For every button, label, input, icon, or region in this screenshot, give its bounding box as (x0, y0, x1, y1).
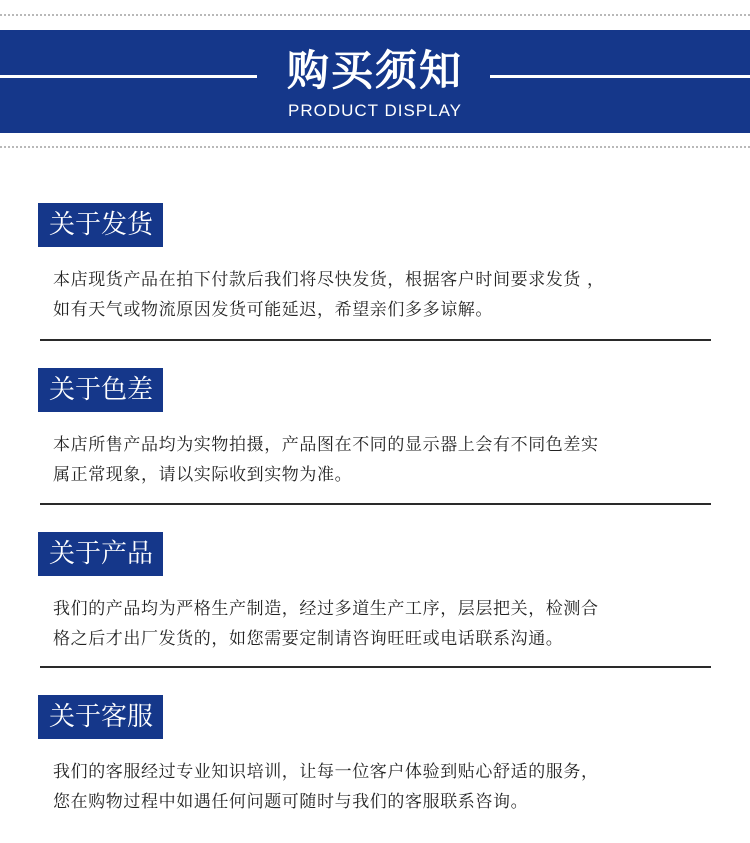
section-heading: 关于发货 (38, 203, 163, 247)
section-divider (40, 666, 711, 668)
page-title: 购买须知 (286, 46, 463, 95)
text-line: 如有天气或物流原因发货可能延迟，希望亲们多多谅解。 (53, 300, 493, 320)
top-dotted-border (0, 14, 750, 16)
section-text (53, 594, 713, 654)
header-banner (0, 30, 750, 133)
text-line: 您在购物过程中如遇任何问题可随时与我们的客服联系咨询。 (53, 792, 529, 812)
text-line: 本店所售产品均为实物拍摄，产品图在不同的显示器上会有不同色差实 (53, 435, 599, 455)
section-heading: 关于客服 (38, 695, 163, 739)
section-text (53, 757, 713, 817)
header-dotted-border (0, 146, 750, 148)
section-divider (40, 339, 711, 341)
section-divider (40, 503, 711, 505)
section-text (53, 430, 713, 490)
section-text (53, 265, 713, 325)
section-heading: 关于色差 (38, 368, 163, 412)
text-line: 我们的客服经过专业知识培训，让每一位客户体验到贴心舒适的服务， (53, 762, 599, 782)
text-line: 格之后才出厂发货的，如您需要定制请咨询旺旺或电话联系沟通。 (53, 629, 564, 649)
text-line: 属正常现象，请以实际收到实物为准。 (53, 465, 353, 485)
text-line: 我们的产品均为严格生产制造，经过多道生产工序，层层把关，检测合 (53, 599, 599, 619)
text-line: 本店现货产品在拍下付款后我们将尽快发货，根据客户时间要求发货 ， (53, 270, 605, 290)
page-subtitle: PRODUCT DISPLAY (287, 101, 463, 120)
section-heading: 关于产品 (38, 532, 163, 576)
